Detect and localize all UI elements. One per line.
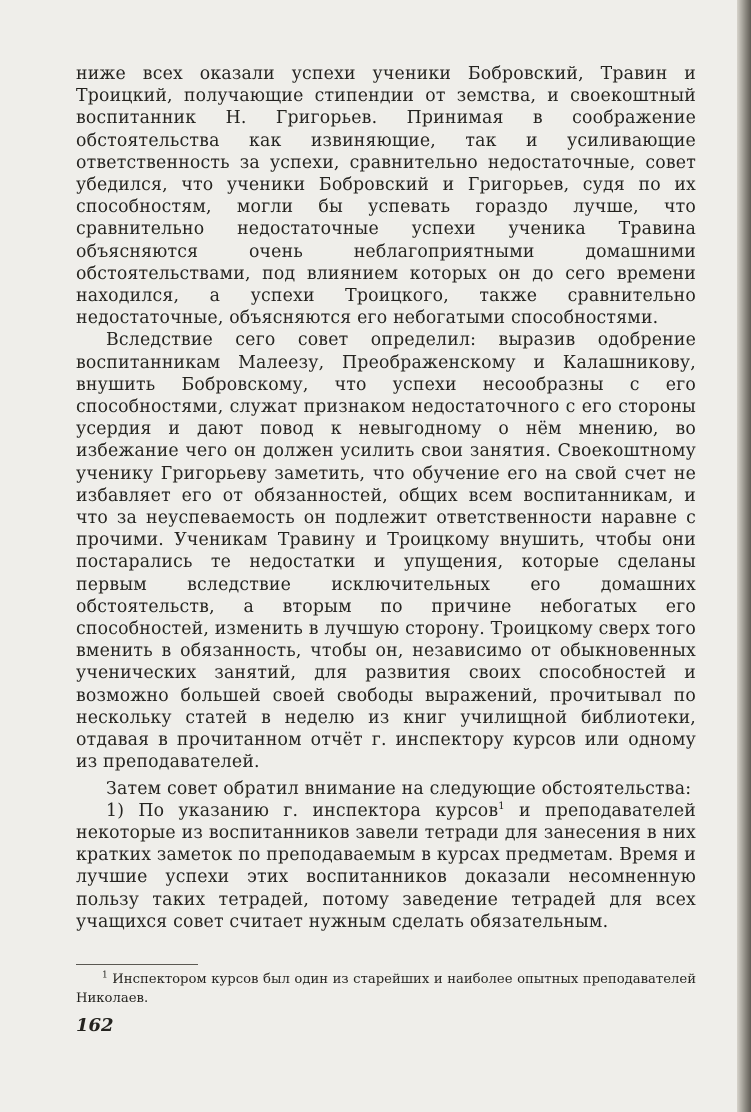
paragraph-1: ниже всех оказали успехи ученики Бобровский, Травин и Троицкий, получающие стипендии от земства, и своекоштный воспитанник Н. Григорьев. Принимая в соображение обстоятельства как извиняющие, так и усиливающие ответственность за успехи, сравнительно недостаточные, совет убедился, что ученики Бобровский и Григорьев, судя по их способностям, могли бы успевать гораздо лучше, что сравнительно недостаточные успехи ученика Травина объясняются очень неблагоприятными домашними обстоятельствами, под влиянием которых он до сего времени находился, а успехи Троицкого, также сравнительно недостаточные, объясняются его небогатыми способностями. (76, 64, 696, 329)
page-edge-shadow (737, 0, 751, 1112)
page-number: 162 (76, 1015, 114, 1036)
item-1-text-end: и преподавателей некоторые из воспитанников завели тетради для занесения в них кратких заметок по преподаваемым в курсах предметам. Время и лучшие успехи этих воспитанников доказали несомненную пользу таких тетрадей, потому заведение тетрадей для всех учащихся совет считает нужным сделать обязательным. (76, 800, 696, 932)
footnote-reference: 1 (498, 800, 505, 812)
footnote-marker: 1 (102, 970, 108, 981)
footnote-divider (76, 964, 198, 965)
footnote-text: Инспектором курсов был один из старейших и наиболее опытных преподавателей Николаев. (76, 972, 696, 1006)
paragraph-3: Затем совет обратил внимание на следующие обстоятельства: (106, 778, 692, 799)
main-text (76, 63, 696, 933)
item-1-text-start: 1) По указанию г. инспектора курсов (106, 800, 499, 821)
footnote (76, 970, 696, 1008)
numbered-item-1 (76, 800, 696, 933)
paragraph-2: Вследствие сего совет определил: выразив одобрение воспитанникам Малеезу, Преображенскому и Калашникову, внушить Бобровскому, что успехи несообразны с его способностями, служат признаком недостаточного с его стороны усердия и дают повод к невыгодному о нём мнению, во избежание чего он должен усилить свои занятия. Своекоштному ученику Григорьеву заметить, что обучение его на свой счет не избавляет его от обязанностей, общих всем воспитанникам, и что за неуспеваемость он подлежит ответственности наравне с прочими. Ученикам Травину и Троицкому внушить, чтобы они постарались те недостатки и упущения, которые сделаны первым вследствие исключительных его домашних обстоятельств, а вторым по причине небогатых его способностей, изменить в лучшую сторону. Троицкому сверх того вменить в обязанность, чтобы он, независимо от обыкновенных ученических занятий, для развития своих способностей и возможно большей своей свободы выражений, прочитывал по нескольку статей в неделю из книг училищной библиотеки, отдавая в прочитанном отчёт г. инспектору курсов или одному из преподавателей. (76, 330, 696, 773)
